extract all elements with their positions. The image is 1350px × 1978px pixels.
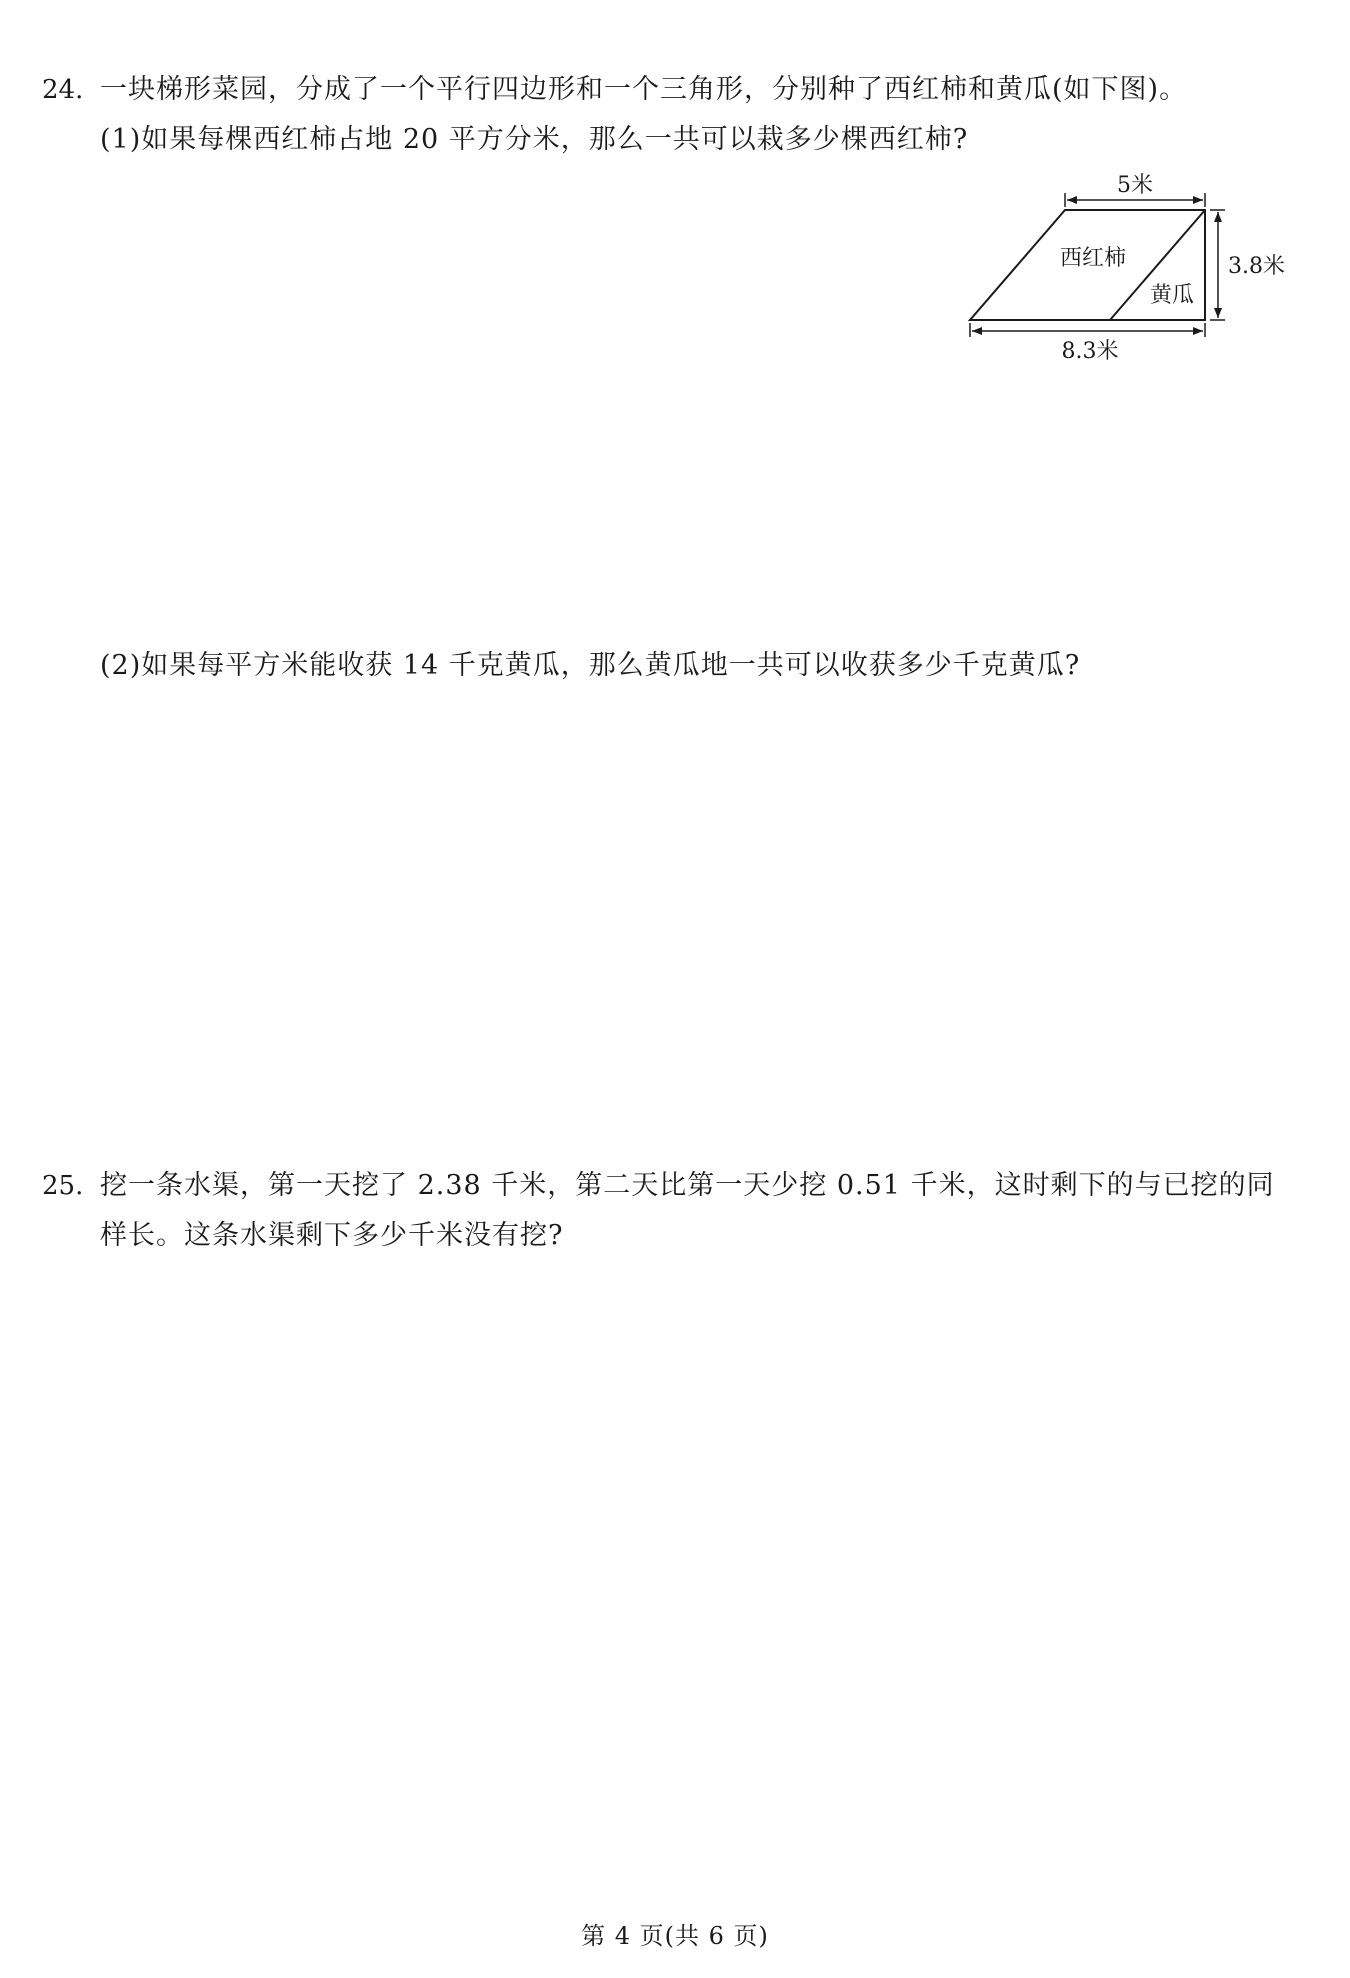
tomato-region-label: 西红柿 <box>1060 246 1127 271</box>
q24-part2: (2)如果每平方米能收获 14 千克黄瓜，那么黄瓜地一共可以收获多少千克黄瓜? <box>100 650 1081 681</box>
bottom-dim-arrow-right <box>1193 327 1203 335</box>
bottom-dim-label: 8.3米 <box>1061 339 1119 364</box>
trapezoid-diagram <box>960 165 1320 380</box>
height-arrow-bottom <box>1214 308 1222 318</box>
top-dim-arrow-left <box>1067 196 1077 204</box>
cucumber-region-label: 黄瓜 <box>1150 283 1195 308</box>
trapezoid-figure <box>960 165 1320 380</box>
q25-line1: 挖一条水渠，第一天挖了 2.38 千米，第二天比第一天少挖 0.51 千米，这时剩下的与已挖的同 <box>100 1170 1275 1201</box>
page-footer: 第 4 页(共 6 页) <box>581 1922 769 1950</box>
q25-number: 25. <box>42 1171 84 1201</box>
q24-part1: (1)如果每棵西红柿占地 20 平方分米，那么一共可以栽多少棵西红柿? <box>100 124 969 155</box>
bottom-dim-arrow-left <box>972 327 982 335</box>
q24-stem: 一块梯形菜园，分成了一个平行四边形和一个三角形，分别种了西红柿和黄瓜(如下图)。 <box>100 74 1188 105</box>
top-dim-label: 5米 <box>1117 173 1153 198</box>
q25-line2: 样长。这条水渠剩下多少千米没有挖? <box>100 1220 564 1251</box>
height-label: 3.8米 <box>1228 254 1285 279</box>
top-dim-arrow-right <box>1193 196 1203 204</box>
height-arrow-top <box>1214 212 1222 222</box>
q24-number: 24. <box>42 75 84 105</box>
